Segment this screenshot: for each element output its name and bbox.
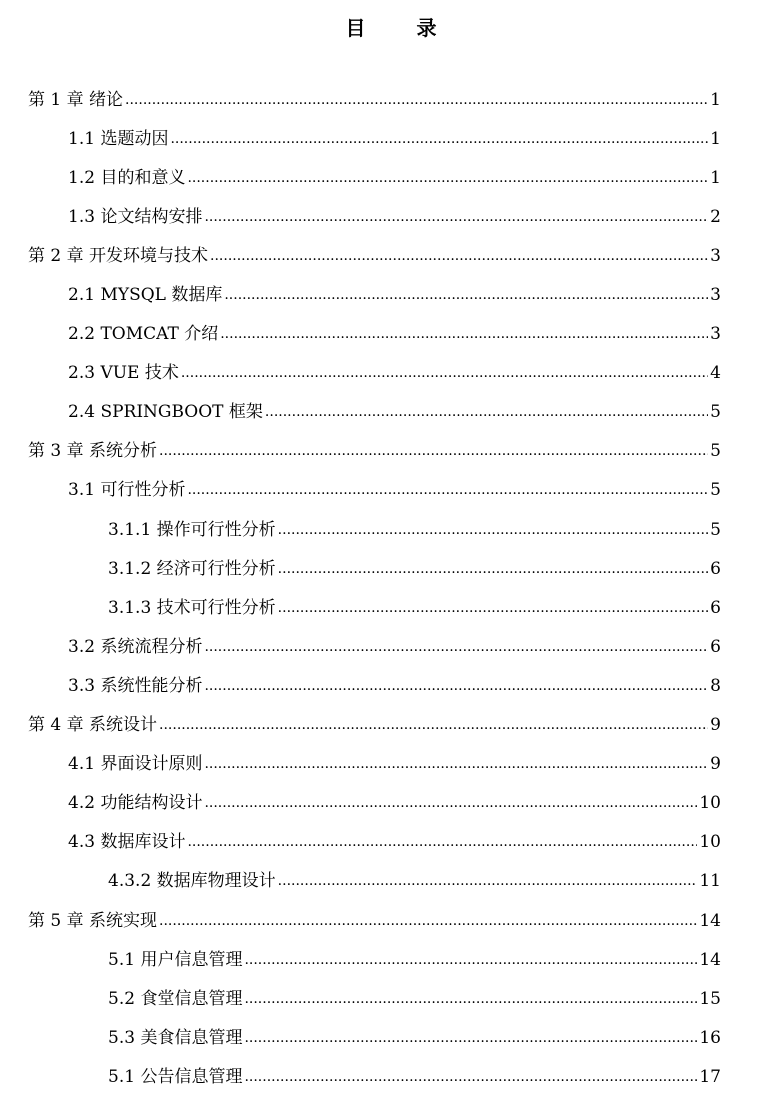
toc-entry-label: 4.2 功能结构设计 [68, 793, 203, 814]
toc-page-number: 1 [710, 128, 721, 149]
dot-leader [204, 753, 708, 775]
toc-entry-label: 2.1 MYSQL 数据库 [68, 285, 223, 306]
dot-leader [204, 675, 708, 697]
toc-page-number: 1 [710, 167, 721, 188]
dot-leader [210, 245, 708, 267]
toc-section-entry[interactable] [0, 315, 782, 354]
toc-entry-label: 4.3 数据库设计 [68, 832, 186, 853]
toc-page-number: 8 [710, 675, 721, 696]
toc-page-number: 6 [710, 636, 721, 657]
toc-section-entry[interactable] [0, 471, 782, 510]
dot-leader [170, 128, 708, 150]
toc-page-number: 3 [710, 324, 721, 345]
dot-leader [159, 440, 708, 462]
toc-entry-label: 2.4 SPRINGBOOT 框架 [68, 402, 263, 423]
dot-leader [244, 1066, 697, 1088]
toc-section-entry[interactable] [0, 549, 782, 588]
toc-entry-label: 第 1 章 绪论 [28, 89, 124, 110]
dot-leader [224, 284, 708, 306]
toc-section-entry[interactable] [0, 354, 782, 393]
toc-chapter-entry[interactable] [0, 706, 782, 745]
dot-leader [187, 479, 708, 501]
dot-leader [204, 206, 708, 228]
table-of-contents [0, 80, 782, 1096]
toc-section-entry[interactable] [0, 197, 782, 236]
toc-page-number: 14 [699, 910, 721, 931]
toc-chapter-entry[interactable] [0, 432, 782, 471]
toc-section-entry[interactable] [0, 784, 782, 823]
toc-page-number: 6 [710, 597, 721, 618]
toc-chapter-entry[interactable] [0, 901, 782, 940]
toc-entry-label: 1.3 论文结构安排 [68, 206, 203, 227]
toc-page-number: 17 [699, 1066, 721, 1087]
dot-leader [159, 910, 697, 932]
toc-section-entry[interactable] [0, 588, 782, 627]
toc-section-entry[interactable] [0, 119, 782, 158]
dot-leader [181, 362, 708, 384]
toc-entry-label: 3.1 可行性分析 [68, 480, 186, 501]
toc-entry-label: 2.3 VUE 技术 [68, 363, 179, 384]
dot-leader [278, 558, 709, 580]
dot-leader [278, 597, 709, 619]
toc-page-number: 5 [710, 441, 721, 462]
toc-entry-label: 第 4 章 系统设计 [28, 715, 158, 736]
dot-leader [204, 636, 708, 658]
toc-page-number: 9 [710, 754, 721, 775]
dot-leader [187, 831, 697, 853]
dot-leader [204, 792, 697, 814]
toc-entry-label: 5.1 公告信息管理 [108, 1066, 243, 1087]
toc-page-number: 14 [699, 949, 721, 970]
toc-entry-label: 2.2 TOMCAT 介绍 [68, 324, 219, 345]
page-title: 目 录 [345, 16, 459, 40]
toc-page-number: 9 [710, 715, 721, 736]
toc-entry-label: 1.2 目的和意义 [68, 167, 186, 188]
toc-entry-label: 4.3.2 数据库物理设计 [108, 871, 276, 892]
toc-section-entry[interactable] [0, 1057, 782, 1096]
toc-entry-label: 第 2 章 开发环境与技术 [28, 245, 209, 266]
toc-page-number: 4 [710, 363, 721, 384]
toc-entry-label: 第 3 章 系统分析 [28, 441, 158, 462]
toc-entry-label: 4.1 界面设计原则 [68, 754, 203, 775]
toc-section-entry[interactable] [0, 627, 782, 666]
toc-entry-label: 5.3 美食信息管理 [108, 1027, 243, 1048]
dot-leader [278, 870, 698, 892]
toc-entry-label: 3.1.1 操作可行性分析 [108, 519, 276, 540]
toc-section-entry[interactable] [0, 1018, 782, 1057]
toc-page-number: 2 [710, 206, 721, 227]
dot-leader [159, 714, 708, 736]
toc-page-number: 10 [699, 832, 721, 853]
toc-page-number: 1 [710, 89, 721, 110]
toc-section-entry[interactable] [0, 666, 782, 705]
toc-entry-label: 3.1.2 经济可行性分析 [108, 558, 276, 579]
toc-section-entry[interactable] [0, 745, 782, 784]
dot-leader [244, 949, 697, 971]
toc-page-number: 15 [699, 988, 721, 1009]
toc-page-number: 16 [699, 1027, 721, 1048]
dot-leader [278, 519, 709, 541]
dot-leader [125, 89, 708, 111]
toc-entry-label: 3.1.3 技术可行性分析 [108, 597, 276, 618]
dot-leader [265, 401, 708, 423]
toc-section-entry[interactable] [0, 275, 782, 314]
toc-section-entry[interactable] [0, 940, 782, 979]
toc-entry-label: 5.2 食堂信息管理 [108, 988, 243, 1009]
toc-page-number: 5 [710, 519, 721, 540]
toc-page-number: 10 [699, 793, 721, 814]
toc-chapter-entry[interactable] [0, 80, 782, 119]
toc-entry-label: 3.2 系统流程分析 [68, 636, 203, 657]
dot-leader [187, 167, 708, 189]
toc-section-entry[interactable] [0, 158, 782, 197]
toc-page-number: 5 [710, 480, 721, 501]
toc-page-number: 11 [699, 871, 721, 892]
dot-leader [244, 1027, 697, 1049]
toc-section-entry[interactable] [0, 979, 782, 1018]
toc-page-number: 5 [710, 402, 721, 423]
toc-entry-label: 3.3 系统性能分析 [68, 675, 203, 696]
toc-section-entry[interactable] [0, 862, 782, 901]
toc-page-number: 3 [710, 285, 721, 306]
toc-chapter-entry[interactable] [0, 236, 782, 275]
dot-leader [220, 323, 708, 345]
toc-section-entry[interactable] [0, 823, 782, 862]
toc-entry-label: 第 5 章 系统实现 [28, 910, 158, 931]
toc-page-number: 6 [710, 558, 721, 579]
toc-page-number: 3 [710, 245, 721, 266]
toc-section-entry[interactable] [0, 393, 782, 432]
toc-entry-label: 5.1 用户信息管理 [108, 949, 243, 970]
toc-entry-label: 1.1 选题动因 [68, 128, 169, 149]
dot-leader [244, 988, 697, 1010]
toc-section-entry[interactable] [0, 510, 782, 549]
